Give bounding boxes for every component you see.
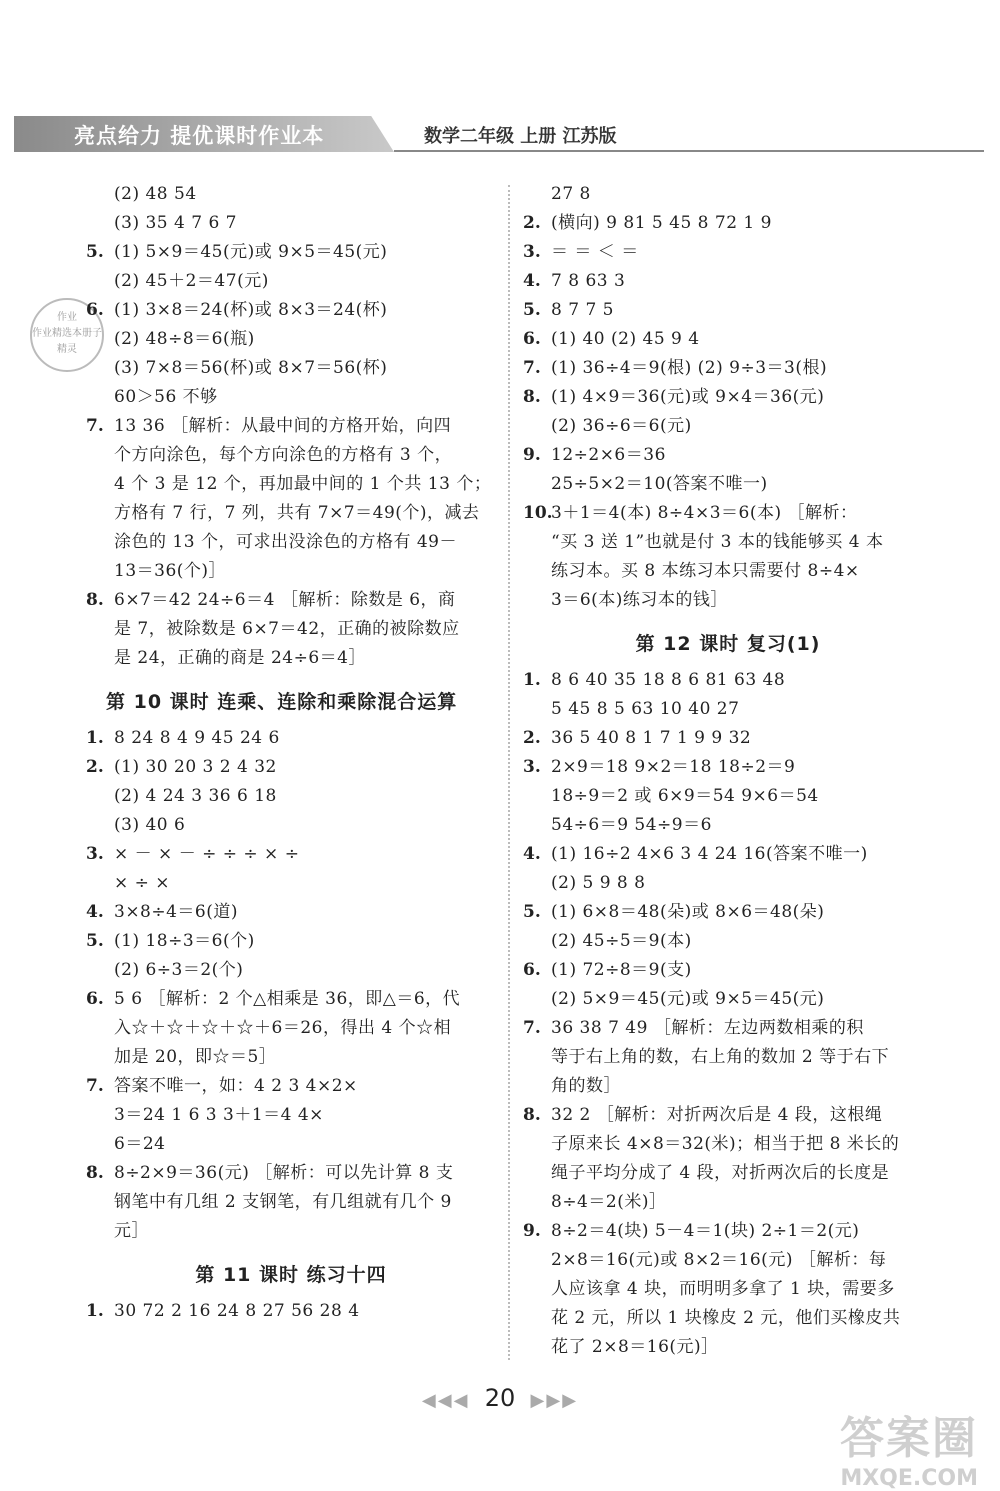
answer-line: 2×8＝16(元)或 8×2＝16(元) ［解析：每 bbox=[551, 1250, 887, 1270]
answer-line: (1) 16÷2 4×6 3 4 24 16(答案不唯一) bbox=[551, 844, 868, 864]
answer-line: (1) 3×8＝24(杯)或 8×3＝24(杯) bbox=[114, 300, 388, 320]
answer-item bbox=[523, 441, 933, 499]
answer-line: × － × － ÷ ÷ ÷ × ÷ bbox=[114, 844, 300, 864]
answer-item bbox=[86, 180, 496, 209]
answer-item bbox=[86, 412, 496, 586]
answer-number: 7. bbox=[86, 1076, 104, 1096]
answer-line: 4 个 3 是 12 个，再加最中间的 1 个共 13 个； bbox=[114, 474, 492, 494]
answer-number: 7. bbox=[523, 1018, 541, 1038]
answer-item bbox=[86, 724, 496, 753]
answer-line: 元］ bbox=[114, 1221, 149, 1241]
stamp-logo: 作业 作业精选本册子 精灵 bbox=[30, 298, 104, 372]
answer-line: 7 8 63 3 bbox=[551, 271, 626, 291]
answer-number: 3. bbox=[523, 757, 541, 777]
answer-number: 8. bbox=[523, 1105, 541, 1125]
right-column bbox=[523, 180, 933, 1362]
answer-item bbox=[86, 238, 496, 296]
answer-line: 个方向涂色，每个方向涂色的方格有 3 个， bbox=[114, 445, 453, 465]
answer-line: 36 5 40 8 1 7 1 9 9 32 bbox=[551, 728, 752, 748]
page-header bbox=[14, 116, 984, 154]
answer-line: 12÷2×6＝36 bbox=[551, 445, 666, 465]
answer-line: 2×9＝18 9×2＝18 18÷2＝9 bbox=[551, 757, 796, 777]
answer-line: (1) 6×8＝48(朵)或 8×6＝48(朵) bbox=[551, 902, 825, 922]
answer-number: 7. bbox=[523, 358, 541, 378]
answer-line: 8÷2＝4(块) 5－4＝1(块) 2÷1＝2(元) bbox=[551, 1221, 860, 1241]
answer-item bbox=[523, 383, 933, 441]
answer-line: 18÷9＝2 或 6×9＝54 9×6＝54 bbox=[551, 786, 819, 806]
answer-number: 6. bbox=[523, 960, 541, 980]
answer-number: 4. bbox=[86, 902, 104, 922]
answer-line: 方格有 7 行，7 列，共有 7×7＝49(个)，减去 bbox=[114, 503, 480, 523]
answer-line: (2) 48÷8＝6(瓶) bbox=[114, 329, 255, 349]
answer-number: 1. bbox=[86, 728, 104, 748]
section-title-11: 第 11 课时 练习十四 bbox=[195, 1264, 387, 1286]
answer-line: 5 6 ［解析：2 个△相乘是 36，即△＝6，代 bbox=[114, 989, 461, 1009]
answer-item bbox=[86, 296, 496, 412]
answer-line: 36 38 7 49 ［解析：左边两数相乘的积 bbox=[551, 1018, 864, 1038]
answer-number: 8. bbox=[86, 590, 104, 610]
answer-line: 8 6 40 35 18 8 6 81 63 48 bbox=[551, 670, 786, 690]
answer-number: 5. bbox=[86, 242, 104, 262]
answer-line: (1) 40 (2) 45 9 4 bbox=[551, 329, 700, 349]
answer-line: (2) 5×9＝45(元)或 9×5＝45(元) bbox=[551, 989, 825, 1009]
answer-number: 3. bbox=[86, 844, 104, 864]
answer-line: 6×7＝42 24÷6＝4 ［解析：除数是 6，商 bbox=[114, 590, 456, 610]
answer-item bbox=[523, 354, 933, 383]
answer-number: 2. bbox=[86, 757, 104, 777]
watermark: 答案圈 MXQE.COM bbox=[840, 1413, 978, 1491]
answer-number: 4. bbox=[523, 844, 541, 864]
left-arrows-icon: ◀◀◀ bbox=[421, 1390, 470, 1411]
answer-line: (2) 6÷3＝2(个) bbox=[114, 960, 244, 980]
answer-line: 花 2 元，所以 1 块橡皮 2 元，他们买橡皮共 bbox=[551, 1308, 901, 1328]
answer-item bbox=[86, 898, 496, 927]
section-title-12: 第 12 课时 复习(1) bbox=[635, 633, 821, 655]
answer-item bbox=[523, 267, 933, 296]
answer-line: (1) 5×9＝45(元)或 9×5＝45(元) bbox=[114, 242, 388, 262]
answer-line: 27 8 bbox=[551, 184, 591, 204]
answer-item bbox=[86, 985, 496, 1072]
answer-number: 2. bbox=[523, 728, 541, 748]
answer-number: 6. bbox=[523, 329, 541, 349]
answer-line: (2) 48 54 bbox=[114, 184, 197, 204]
answer-item bbox=[523, 1014, 933, 1101]
answer-line: (3) 7×8＝56(杯)或 8×7＝56(杯) bbox=[114, 358, 388, 378]
answer-item bbox=[86, 840, 496, 898]
answer-item bbox=[86, 1159, 496, 1246]
answer-line: 人应该拿 4 块，而明明多拿了 1 块，需要多 bbox=[551, 1279, 895, 1299]
answer-number: 9. bbox=[523, 1221, 541, 1241]
answer-line: 6＝24 bbox=[114, 1134, 166, 1154]
answer-item bbox=[523, 956, 933, 1014]
answer-number: 9. bbox=[523, 445, 541, 465]
answer-item bbox=[523, 238, 933, 267]
answer-item bbox=[523, 180, 933, 209]
answer-item bbox=[523, 898, 933, 956]
answer-number: 2. bbox=[523, 213, 541, 233]
answer-line: (3) 35 4 7 6 7 bbox=[114, 213, 237, 233]
answer-number: 5. bbox=[523, 300, 541, 320]
answer-line: (2) 45＋2＝47(元) bbox=[114, 271, 269, 291]
answer-line: 练习本。买 8 本练习本只需要付 8÷4× bbox=[551, 561, 860, 581]
book-subtitle: 数学二年级 上册 江苏版 bbox=[424, 126, 617, 147]
answer-item bbox=[523, 753, 933, 840]
answer-line: (1) 30 20 3 2 4 32 bbox=[114, 757, 277, 777]
answer-line: 3＝6(本)练习本的钱］ bbox=[551, 590, 728, 610]
header-rule bbox=[394, 150, 984, 152]
answer-line: 60＞56 不够 bbox=[114, 387, 218, 407]
answer-line: 入☆＋☆＋☆＋☆＋6＝26，得出 4 个☆相 bbox=[114, 1018, 452, 1038]
answer-number: 1. bbox=[86, 1301, 104, 1321]
answer-item bbox=[86, 586, 496, 673]
answer-number: 7. bbox=[86, 416, 104, 436]
answer-number: 6. bbox=[86, 300, 104, 320]
answer-item bbox=[523, 840, 933, 898]
answer-line: 54÷6＝9 54÷9＝6 bbox=[551, 815, 712, 835]
answer-item bbox=[523, 1217, 933, 1362]
answer-line: × ÷ × bbox=[114, 873, 171, 893]
answer-line: 等于右上角的数，右上角的数加 2 等于右下 bbox=[551, 1047, 890, 1067]
answer-line: 3＋1＝4(本) 8÷4×3＝6(本) ［解析： bbox=[551, 503, 858, 523]
answer-line: 5 45 8 5 63 10 40 27 bbox=[551, 699, 740, 719]
answer-line: 加是 20，即☆＝5］ bbox=[114, 1047, 277, 1067]
answer-line: 30 72 2 16 24 8 27 56 28 4 bbox=[114, 1301, 360, 1321]
answer-line: 角的数］ bbox=[551, 1076, 621, 1096]
answer-number: 4. bbox=[523, 271, 541, 291]
answer-number: 3. bbox=[523, 242, 541, 262]
answer-item bbox=[86, 1072, 496, 1159]
book-title: 亮点给力 提优课时作业本 bbox=[74, 124, 325, 148]
answer-line: 绳子平均分成了 4 段，对折两次后的长度是 bbox=[551, 1163, 890, 1183]
answer-line: 13＝36(个)］ bbox=[114, 561, 227, 581]
answer-line: (3) 40 6 bbox=[114, 815, 186, 835]
answer-line: 8÷2×9＝36(元) ［解析：可以先计算 8 支 bbox=[114, 1163, 454, 1183]
answer-line: ＝ ＝ ＜ ＝ bbox=[551, 242, 639, 262]
answer-item bbox=[86, 753, 496, 840]
answer-line: (1) 72÷8＝9(支) bbox=[551, 960, 692, 980]
answer-number: 5. bbox=[523, 902, 541, 922]
left-column bbox=[86, 180, 496, 1326]
answer-line: (1) 36÷4＝9(根) (2) 9÷3＝3(根) bbox=[551, 358, 828, 378]
answer-item bbox=[523, 666, 933, 724]
right-arrows-icon: ▶▶▶ bbox=[530, 1390, 579, 1411]
answer-line: 25÷5×2＝10(答案不唯一) bbox=[551, 474, 768, 494]
answer-line: (2) 4 24 3 36 6 18 bbox=[114, 786, 277, 806]
answer-number: 10. bbox=[523, 503, 553, 523]
answer-line: “买 3 送 1”也就是付 3 本的钱能够买 4 本 bbox=[551, 532, 884, 552]
answer-number: 5. bbox=[86, 931, 104, 951]
answer-number: 8. bbox=[86, 1163, 104, 1183]
answer-number: 1. bbox=[523, 670, 541, 690]
answer-line: 8 7 7 5 bbox=[551, 300, 614, 320]
answer-line: 8÷4＝2(米)］ bbox=[551, 1192, 667, 1212]
answer-line: 答案不唯一，如：4 2 3 4×2× bbox=[114, 1076, 358, 1096]
answer-line: 8 24 8 4 9 45 24 6 bbox=[114, 728, 280, 748]
answer-line: 是 7，被除数是 6×7＝42，正确的被除数应 bbox=[114, 619, 460, 639]
answer-item bbox=[523, 1101, 933, 1217]
answer-line: 32 2 ［解析：对折两次后是 4 段，这根绳 bbox=[551, 1105, 883, 1125]
answer-line: 子原来长 4×8＝32(米)；相当于把 8 米长的 bbox=[551, 1134, 900, 1154]
answer-line: 13 36 ［解析：从最中间的方格开始，向四 bbox=[114, 416, 452, 436]
answer-line: 涂色的 13 个，可求出没涂色的方格有 49－ bbox=[114, 532, 457, 552]
answer-item bbox=[86, 927, 496, 985]
answer-item bbox=[86, 1297, 496, 1326]
answer-item bbox=[523, 209, 933, 238]
answer-item bbox=[523, 325, 933, 354]
answer-item bbox=[523, 724, 933, 753]
answer-line: 花了 2×8＝16(元)］ bbox=[551, 1337, 719, 1357]
answer-line: (2) 5 9 8 8 bbox=[551, 873, 646, 893]
answer-number: 6. bbox=[86, 989, 104, 1009]
column-divider bbox=[508, 185, 510, 1360]
answer-line: (1) 4×9＝36(元)或 9×4＝36(元) bbox=[551, 387, 825, 407]
answer-line: 3＝24 1 6 3 3＋1＝4 4× bbox=[114, 1105, 324, 1125]
answer-item bbox=[86, 209, 496, 238]
answer-item bbox=[523, 499, 933, 615]
answer-number: 8. bbox=[523, 387, 541, 407]
answer-item bbox=[523, 296, 933, 325]
answer-line: 是 24，正确的商是 24÷6＝4］ bbox=[114, 648, 366, 668]
answer-line: (2) 36÷6＝6(元) bbox=[551, 416, 692, 436]
answer-line: (1) 18÷3＝6(个) bbox=[114, 931, 255, 951]
answer-line: (横向) 9 81 5 45 8 72 1 9 bbox=[551, 213, 772, 233]
answer-line: 3×8÷4＝6(道) bbox=[114, 902, 239, 922]
answer-line: 钢笔中有几组 2 支钢笔，有几组就有几个 9 bbox=[114, 1192, 452, 1212]
page-number: 20 bbox=[484, 1384, 516, 1412]
answer-line: (2) 45÷5＝9(本) bbox=[551, 931, 692, 951]
section-title-10: 第 10 课时 连乘、连除和乘除混合运算 bbox=[106, 691, 458, 713]
